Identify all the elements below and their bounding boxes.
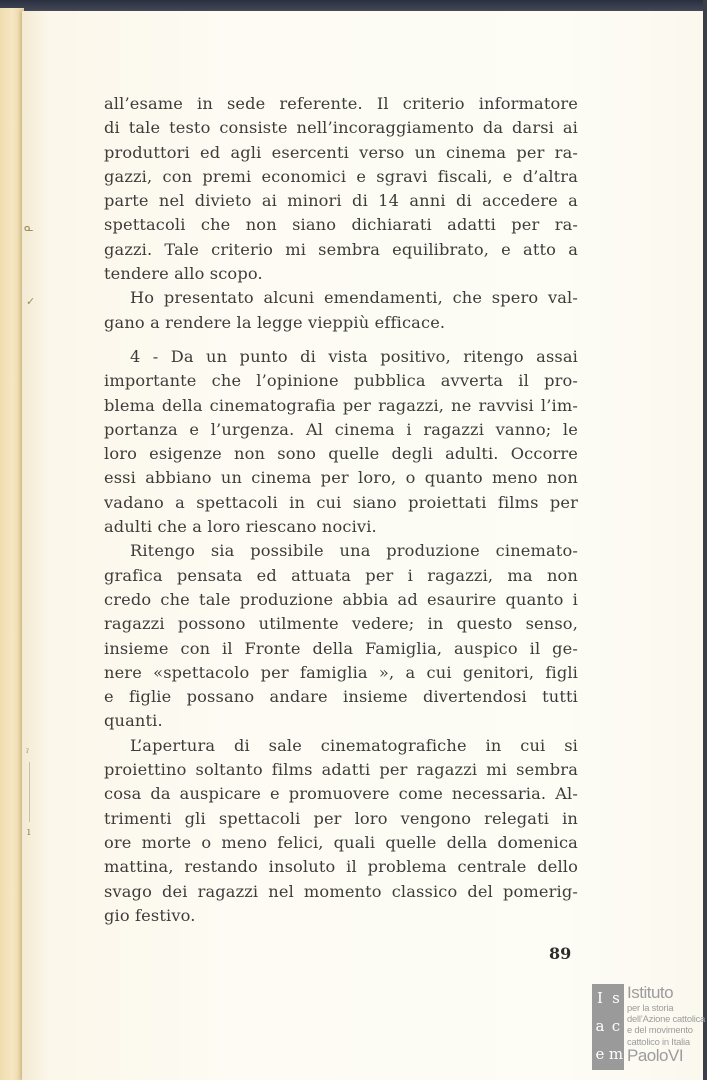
text-line: Ritengo sia possibile una produzione cinemato-	[130, 541, 578, 561]
monogram-letter: I	[597, 988, 603, 1007]
text-line: spettacoli che non siano dichiarati adatti per ra-	[104, 215, 578, 235]
text-line: L’apertura di sale cinematografiche in cui si	[130, 735, 578, 755]
text-line: svago dei ragazzi nel momento classico del pomerig-	[104, 881, 578, 901]
body-text	[104, 92, 578, 928]
text-line: gano a rendere la legge vieppiù efficace.	[104, 312, 446, 332]
margin-mark: ˀ	[26, 747, 30, 760]
text-line: essi abbiano un cinema per loro, o quanto meno non	[104, 468, 578, 488]
text-line: importante che l’opinione pubblica avverta il pro-	[104, 371, 578, 391]
text-line: 4 - Da un punto di vista positivo, ritengo assai	[130, 346, 578, 366]
paragraph-5	[104, 734, 578, 928]
margin-mark: ı	[27, 825, 31, 838]
section-gap	[104, 335, 578, 345]
logo-text	[627, 984, 705, 1065]
paragraph-3	[104, 345, 578, 539]
logo-monogram	[592, 984, 624, 1070]
text-line: Ho presentato alcuni emendamenti, che spero val-	[130, 288, 578, 308]
text-line: di tale testo consiste nell’incoraggiamento da darsi ai	[104, 118, 578, 138]
text-line: produttori ed agli esercenti verso un cinema per ra-	[104, 142, 578, 162]
text-line: ragazzi possono utilmente vedere; in questo senso,	[104, 614, 578, 634]
text-line: gazzi. Tale criterio mi sembra equilibrato, e atto a	[104, 239, 578, 259]
margin-pencil-line	[29, 762, 30, 822]
text-line: gazzi, con premi economici e sgravi fiscali, e d’altra	[104, 166, 578, 186]
text-line: portanza e l’urgenza. Al cinema i ragazzi vanno; le	[104, 419, 578, 439]
text-line: cosa da auspicare e promuovere come necessaria. Al-	[104, 784, 578, 804]
logo-subtitle: cattolico in Italia	[627, 1035, 690, 1047]
scan-right-edge	[703, 0, 707, 1080]
text-line: loro esigenze non sono quelle degli adulti. Occorre	[104, 444, 578, 464]
logo-name: PaoloVI	[627, 1045, 684, 1065]
text-line: all’esame in sede referente. Il criterio informatore	[104, 94, 578, 113]
margin-mark: ✓	[26, 295, 36, 308]
paragraph-4	[104, 539, 578, 733]
logo-title: Istituto	[627, 983, 674, 1002]
text-line: tendere allo scopo.	[104, 264, 263, 284]
text-line: gio festivo.	[104, 905, 196, 925]
text-line: blema della cinematografia per ragazzi, ne ravvisi l’im-	[104, 395, 578, 415]
text-line: trimenti gli spettacoli per loro vengono relegati in	[104, 808, 578, 828]
text-line: insieme con il Fronte della Famiglia, auspico il ge-	[104, 638, 578, 658]
logo-subtitle: per la storia	[627, 1002, 674, 1013]
paragraph-2	[104, 286, 578, 335]
monogram-letter: c	[611, 1016, 621, 1035]
text-line: credo che tale produzione abbia ad esaurire quanto i	[104, 589, 578, 609]
text-line: ore morte o meno felici, quali quelle della domenica	[104, 832, 578, 852]
monogram-letter: s	[612, 988, 620, 1007]
logo-subtitle: e del movimento	[627, 1024, 693, 1036]
text-line: adulti che a loro riescano nocivi.	[104, 517, 377, 537]
isacem-watermark-logo	[592, 984, 704, 1074]
text-line: grafica pensata ed attuata per i ragazzi, ma non	[104, 565, 578, 585]
text-line: proiettino soltanto films adatti per ragazzi mi sembra	[104, 760, 578, 780]
margin-mark: ᓇ	[24, 221, 34, 234]
adjacent-page-edge	[0, 8, 24, 1080]
text-line: nere «spettacolo per famiglia », a cui genitori, figli	[104, 662, 578, 682]
monogram-letter: m	[608, 1044, 624, 1063]
text-line: e figlie possano andare insieme divertendosi tutti	[104, 687, 578, 707]
monogram-letter: e	[595, 1044, 605, 1063]
paragraph-1	[104, 92, 578, 286]
monogram-letter: a	[595, 1016, 605, 1035]
logo-subtitle: dell’Azione cattolica	[627, 1013, 706, 1025]
text-line: parte nel divieto ai minori di 14 anni di accedere a	[104, 191, 578, 211]
page-number: 89	[549, 944, 572, 963]
text-line: mattina, restando insoluto il problema centrale dello	[104, 857, 578, 877]
text-line: quanti.	[104, 711, 163, 731]
text-line: vadano a spettacoli in cui siano proiettati films per	[104, 492, 578, 512]
